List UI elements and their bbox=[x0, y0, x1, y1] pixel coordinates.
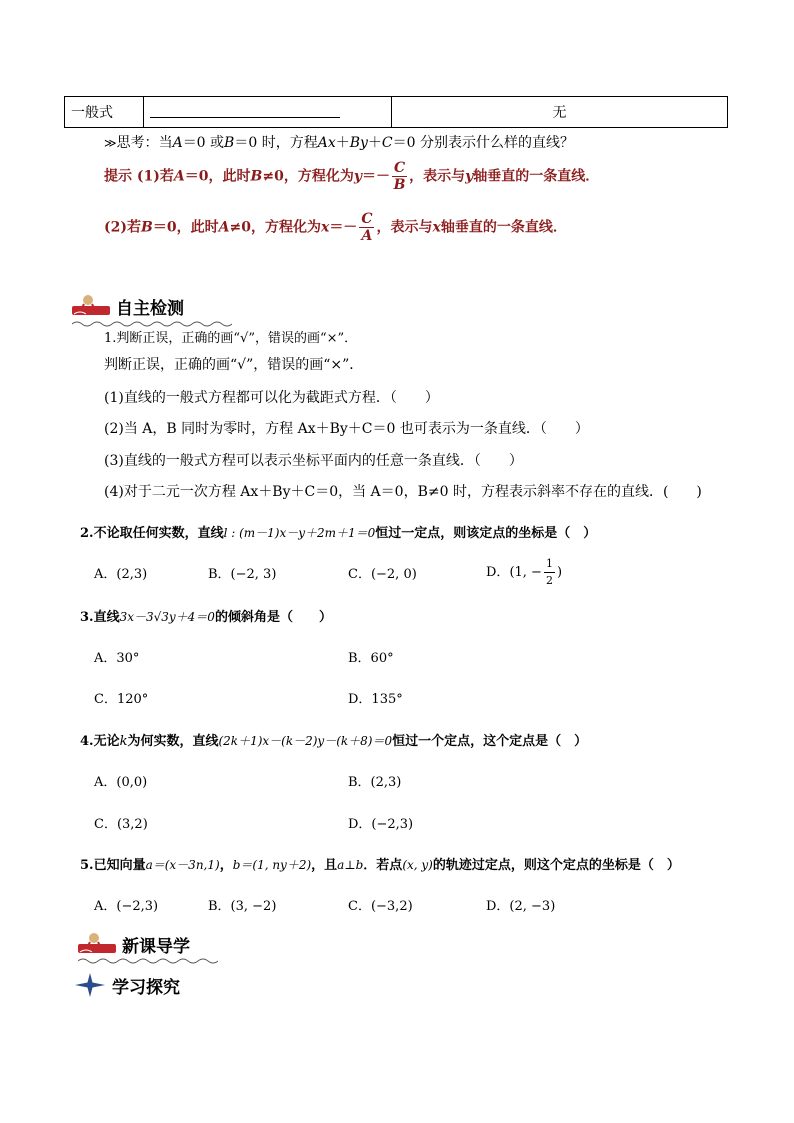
table-cell-blank bbox=[144, 97, 392, 128]
section-title: 自主检测 bbox=[116, 298, 184, 319]
q4-option-b: B．(2,3) bbox=[348, 775, 402, 790]
think-line: ≫思考：当A＝0 或B＝0 时，方程Ax＋By＋C＝0 分别表示什么样的直线？ bbox=[104, 135, 574, 151]
q1-intro-2: 判断正误，正确的画“√”，错误的画“×”． bbox=[104, 357, 364, 373]
q5-option-a: A．(−2,3) bbox=[94, 899, 159, 914]
table-cell-label: 一般式 bbox=[65, 97, 144, 128]
q3-option-a: A．30° bbox=[94, 651, 140, 666]
q2-option-d: D．(1, − $\frac{1}{2}$ ) bbox=[486, 557, 563, 587]
q5-option-d: D．(2, −3) bbox=[486, 899, 556, 914]
table-row bbox=[65, 97, 728, 128]
hint-line-2: (2)若B＝0，此时A≠0，方程化为x＝－ $\frac{C}{A}$ ，表示与x轴垂直的一条直线． bbox=[104, 211, 567, 244]
q1-intro: 1.判断正误，正确的画“√”，错误的画“×”． bbox=[104, 331, 358, 346]
q2-option-c: C．(−2, 0) bbox=[348, 567, 417, 582]
q4-option-c: C．(3,2) bbox=[94, 817, 148, 832]
q4-stem: 4.无论k为何实数，直线(2k＋1)x－(k－2)y－(k＋8)＝0恒过一个定点，这个定点是（ ） bbox=[80, 734, 588, 749]
q2-stem: 2.不论取任何实数，直线l : (m－1)x－y＋2m＋1＝0恒过一定点，则该定点的坐标是（ ） bbox=[80, 526, 597, 541]
q5-option-c: C．(−3,2) bbox=[348, 899, 413, 914]
fill-blank-line bbox=[150, 103, 340, 118]
q3-option-c: C．120° bbox=[94, 692, 149, 707]
q1-item: (2)当 A，B 同时为零时，方程 Ax＋By＋C＝0 也可表示为一条直线．（ ） bbox=[104, 421, 589, 437]
section-logo-icon bbox=[70, 292, 114, 320]
q5-option-b: B．(3, −2) bbox=[208, 899, 277, 914]
q5-stem: 5.已知向量a＝(x－3n,1)，b＝(1, ny＋2)，且a⊥b．若点(x, y)的轨迹过定点，则这个定点的坐标是（ ） bbox=[80, 858, 680, 873]
fraction: $\frac{C}{B}$ bbox=[393, 160, 406, 193]
section-heading-self-check bbox=[70, 292, 184, 320]
q1-item: (1)直线的一般式方程都可以化为截距式方程．（ ） bbox=[104, 390, 439, 406]
four-point-star-icon bbox=[74, 972, 106, 998]
q3-stem: 3.直线3x－3√3y＋4＝0的倾斜角是（ ） bbox=[80, 610, 332, 625]
q1-item: (3)直线的一般式方程可以表示坐标平面内的任意一条直线．（ ） bbox=[104, 453, 523, 469]
q4-option-a: A．(0,0) bbox=[94, 775, 148, 790]
section-logo-icon bbox=[76, 930, 120, 958]
q2-option-b: B．(−2, 3) bbox=[208, 567, 277, 582]
section-title: 学习探究 bbox=[112, 977, 180, 998]
double-arrow-icon: ≫ bbox=[104, 136, 117, 150]
section-heading-explore bbox=[74, 972, 180, 998]
general-form-table bbox=[64, 96, 728, 128]
fraction: $\frac{C}{A}$ bbox=[361, 211, 373, 244]
q3-option-b: B．60° bbox=[348, 651, 394, 666]
hint-line-1: 提示 (1)若A＝0，此时B≠0，方程化为y＝－ $\frac{C}{B}$ ，表示与y轴垂直的一条直线． bbox=[104, 160, 600, 193]
heading-wave-underline bbox=[78, 957, 218, 965]
q2-option-a: A．(2,3) bbox=[94, 567, 148, 582]
q4-option-d: D．(−2,3) bbox=[348, 817, 414, 832]
section-heading-new-lesson bbox=[76, 930, 190, 958]
section-title: 新课导学 bbox=[122, 936, 190, 957]
table-cell-value: 无 bbox=[392, 97, 728, 128]
q3-option-d: D．135° bbox=[348, 692, 403, 707]
q1-item: (4)对于二元一次方程 Ax＋By＋C＝0，当 A＝0，B≠0 时，方程表示斜率不存在的直线．( ) bbox=[104, 484, 702, 500]
